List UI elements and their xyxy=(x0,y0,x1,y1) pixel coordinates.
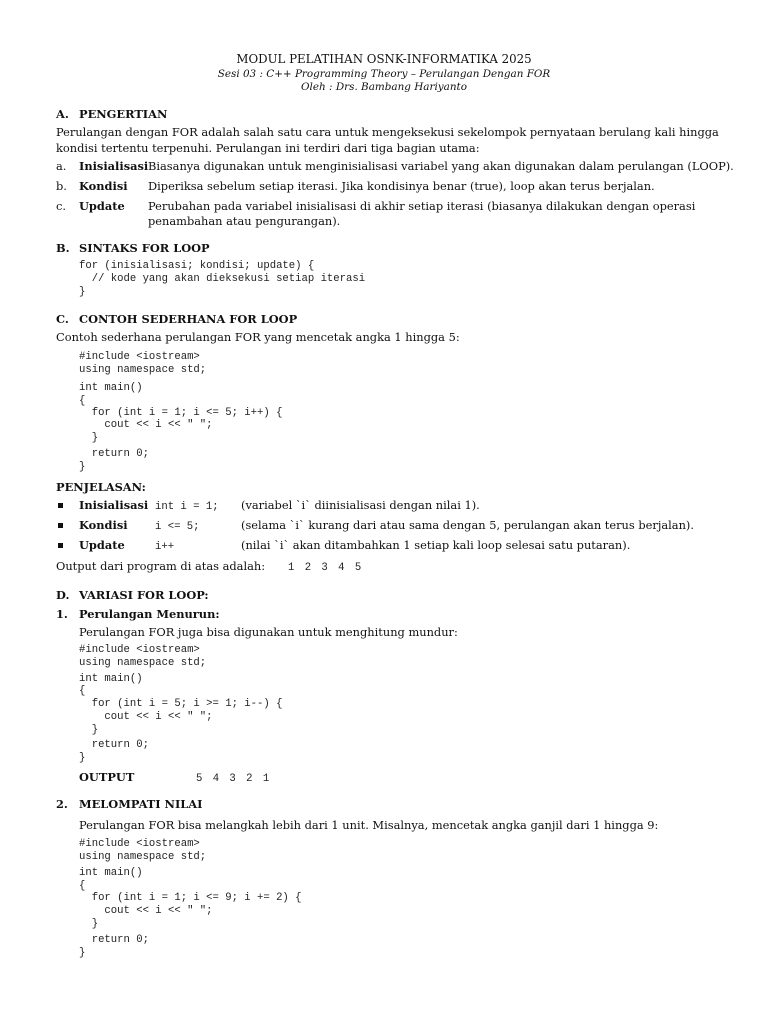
subsection-intro: Perulangan FOR juga bisa digunakan untuk menghitung mundur: xyxy=(79,625,458,639)
code-line: } xyxy=(79,432,99,444)
list-item-term: Inisialisasi xyxy=(79,159,149,173)
section-c-letter: C. xyxy=(56,312,69,326)
code-line: return 0; xyxy=(79,934,149,946)
section-a-heading: PENGERTIAN xyxy=(79,107,168,121)
document-subtitle: Sesi 03 : C++ Programming Theory – Perulangan Dengan FOR xyxy=(217,68,551,80)
penjelasan-term: Update xyxy=(79,538,125,552)
code-line: using namespace std; xyxy=(79,851,207,863)
section-b-heading: SINTAKS FOR LOOP xyxy=(79,241,210,255)
penjelasan-code: i++ xyxy=(155,541,175,553)
code-line: } xyxy=(79,461,86,473)
subsection-title: Perulangan Menurun: xyxy=(79,607,220,621)
list-item-marker: c. xyxy=(56,199,67,213)
code-line: for (int i = 1; i <= 9; i += 2) { xyxy=(79,892,302,904)
code-line: #include <iostream> xyxy=(79,644,200,656)
section-d-letter: D. xyxy=(56,588,70,602)
code-line: for (int i = 5; i >= 1; i--) { xyxy=(79,698,283,710)
code-line: } xyxy=(79,724,99,736)
code-line: int main() xyxy=(79,382,143,394)
list-item-marker: b. xyxy=(56,179,67,193)
penjelasan-code: int i = 1; xyxy=(155,501,219,513)
penjelasan-description: (selama `i` kurang dari atau sama dengan 5, perulangan akan terus berjalan). xyxy=(241,518,694,532)
code-line: { xyxy=(79,685,86,697)
penjelasan-term: Inisialisasi xyxy=(79,498,149,512)
section-a-paragraph-line2: kondisi tertentu terpenuhi. Perulangan ini terdiri dari tiga bagian utama: xyxy=(56,141,480,155)
subsection-title: MELOMPATI NILAI xyxy=(79,797,203,811)
section-c-intro: Contoh sederhana perulangan FOR yang mencetak angka 1 hingga 5: xyxy=(56,330,460,344)
list-item-description: Diperiksa sebelum setiap iterasi. Jika kondisinya benar (true), loop akan terus berjalan. xyxy=(148,179,655,193)
document-title: MODUL PELATIHAN OSNK-INFORMATIKA 2025 xyxy=(236,52,532,66)
document-author: Oleh : Drs. Bambang Hariyanto xyxy=(301,81,467,93)
code-line: { xyxy=(79,395,86,407)
output-label: Output dari program di atas adalah: xyxy=(56,559,266,573)
subsection-number: 1. xyxy=(56,607,68,621)
output-value: 5 4 3 2 1 xyxy=(196,773,272,785)
section-d-heading: VARIASI FOR LOOP: xyxy=(79,588,209,602)
code-line: using namespace std; xyxy=(79,657,207,669)
penjelasan-description: (nilai `i` akan ditambahkan 1 setiap kali loop selesai satu putaran). xyxy=(241,538,631,552)
code-line: { xyxy=(79,880,86,892)
code-line: return 0; xyxy=(79,448,149,460)
penjelasan-term: Kondisi xyxy=(79,518,128,532)
square-bullet-icon xyxy=(58,503,63,508)
penjelasan-heading: PENJELASAN: xyxy=(56,480,146,494)
list-item-description: Perubahan pada variabel inisialisasi di akhir setiap iterasi (biasanya dilakukan dengan operasi xyxy=(148,199,696,213)
output-label: OUTPUT xyxy=(79,770,135,784)
square-bullet-icon xyxy=(58,543,63,548)
code-line: int main() xyxy=(79,867,143,879)
code-line: for (inisialisasi; kondisi; update) { xyxy=(79,260,315,272)
code-line: // kode yang akan dieksekusi setiap iterasi xyxy=(79,273,366,285)
code-line: int main() xyxy=(79,673,143,685)
list-item-term: Kondisi xyxy=(79,179,128,193)
code-line: cout << i << " "; xyxy=(79,419,213,431)
square-bullet-icon xyxy=(58,523,63,528)
code-line: } xyxy=(79,947,86,959)
code-line: using namespace std; xyxy=(79,364,207,376)
list-item-description-cont: penambahan atau pengurangan). xyxy=(148,214,341,228)
code-line: for (int i = 1; i <= 5; i++) { xyxy=(79,407,283,419)
code-line: cout << i << " "; xyxy=(79,711,213,723)
code-line: #include <iostream> xyxy=(79,838,200,850)
penjelasan-description: (variabel `i` diinisialisasi dengan nilai 1). xyxy=(241,498,480,512)
list-item-marker: a. xyxy=(56,159,67,173)
code-line: } xyxy=(79,752,86,764)
list-item-term: Update xyxy=(79,199,125,213)
section-c-heading: CONTOH SEDERHANA FOR LOOP xyxy=(79,312,298,326)
section-a-paragraph-line1: Perulangan dengan FOR adalah salah satu cara untuk mengeksekusi sekelompok pernyataan berulang kali hingga xyxy=(56,125,719,139)
subsection-intro: Perulangan FOR bisa melangkah lebih dari 1 unit. Misalnya, mencetak angka ganjil dari 1 hingga 9: xyxy=(79,818,659,832)
code-line: return 0; xyxy=(79,739,149,751)
penjelasan-code: i <= 5; xyxy=(155,521,200,533)
list-item-description: Biasanya digunakan untuk menginisialisasi variabel yang akan digunakan dalam perulangan (LOOP). xyxy=(148,159,734,173)
code-line: #include <iostream> xyxy=(79,351,200,363)
code-line: } xyxy=(79,918,99,930)
section-b-letter: B. xyxy=(56,241,70,255)
code-line: cout << i << " "; xyxy=(79,905,213,917)
output-value: 1 2 3 4 5 xyxy=(288,562,364,574)
code-line: } xyxy=(79,286,86,298)
section-a-letter: A. xyxy=(56,107,69,121)
subsection-number: 2. xyxy=(56,797,68,811)
